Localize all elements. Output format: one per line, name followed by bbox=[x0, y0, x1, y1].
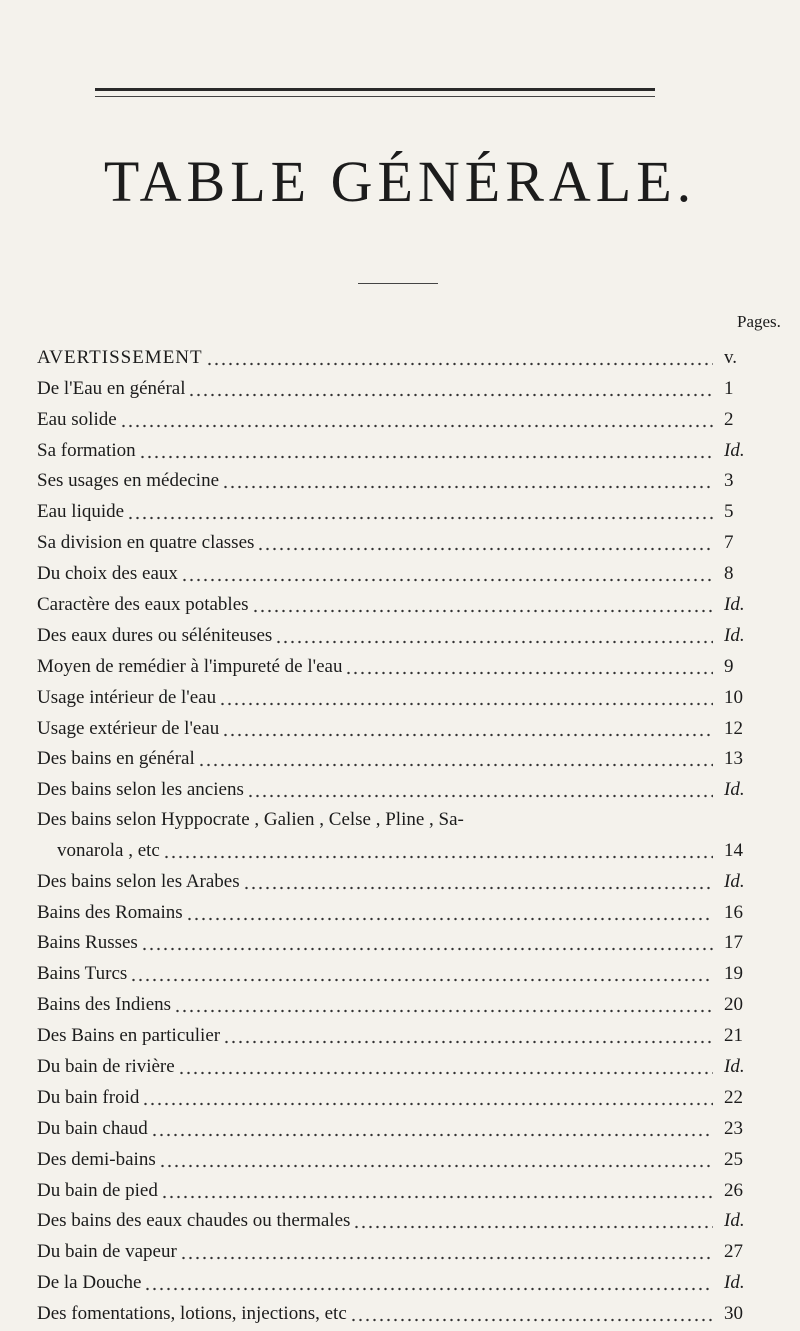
toc-entry-page: 9 bbox=[724, 655, 734, 677]
toc-entry[interactable] bbox=[37, 862, 772, 893]
dot-leader bbox=[275, 624, 713, 644]
toc-entry[interactable] bbox=[37, 954, 772, 985]
toc-entry-label: Bains Turcs bbox=[37, 963, 128, 985]
toc-entry-page: v. bbox=[724, 346, 738, 368]
toc-entry-label: Bains des Indiens bbox=[37, 994, 172, 1016]
toc-entry[interactable] bbox=[37, 1109, 772, 1140]
page-title: TABLE GÉNÉRALE. bbox=[103, 149, 697, 214]
toc-entry-label: Sa formation bbox=[37, 439, 136, 461]
toc-entry[interactable] bbox=[37, 585, 772, 616]
toc-entry[interactable] bbox=[37, 647, 772, 678]
dot-leader bbox=[161, 1179, 713, 1199]
toc-entry-page: Id. bbox=[724, 1055, 745, 1077]
top-rule-thin bbox=[95, 96, 655, 97]
toc-entry-label: Moyen de remédier à l'impureté de l'eau bbox=[37, 655, 343, 677]
toc-entry[interactable] bbox=[37, 893, 772, 924]
toc-entry-page: 23 bbox=[724, 1117, 743, 1139]
toc-entry-label: Des bains selon les anciens bbox=[37, 779, 244, 801]
dot-leader bbox=[163, 839, 713, 859]
dot-leader bbox=[206, 346, 713, 366]
toc-entry-page: Id. bbox=[724, 439, 745, 461]
toc-entry-page: Id. bbox=[724, 1272, 745, 1294]
toc-entry[interactable] bbox=[37, 985, 772, 1016]
toc-entry-label: Du bain de vapeur bbox=[37, 1241, 177, 1263]
toc-entry-label: Des fomentations, lotions, injections, etc bbox=[37, 1303, 347, 1325]
dot-leader bbox=[130, 962, 713, 982]
toc-entry[interactable] bbox=[37, 1140, 772, 1171]
toc-entry-label: Bains des Romains bbox=[37, 901, 183, 923]
toc-entry[interactable] bbox=[37, 431, 772, 462]
toc-entry[interactable] bbox=[37, 1294, 772, 1325]
toc-entry-label: Du bain de pied bbox=[37, 1179, 158, 1201]
dot-leader bbox=[257, 531, 713, 551]
toc-entry[interactable] bbox=[37, 462, 772, 493]
toc-entry-page: 1 bbox=[724, 377, 734, 399]
toc-entry[interactable] bbox=[37, 1202, 772, 1233]
dot-leader bbox=[142, 1086, 713, 1106]
toc-entry-label: vonarola , etc bbox=[57, 839, 160, 861]
toc-entry[interactable] bbox=[37, 400, 772, 431]
toc-entry-page: 30 bbox=[724, 1303, 743, 1325]
toc-entry[interactable] bbox=[37, 338, 772, 369]
toc-entry-label: Des bains selon les Arabes bbox=[37, 870, 240, 892]
toc-entry[interactable] bbox=[37, 1263, 772, 1294]
toc-entry-page: 22 bbox=[724, 1086, 743, 1108]
toc-entry[interactable] bbox=[37, 616, 772, 647]
dot-leader bbox=[223, 1024, 713, 1044]
toc-entry-label: Du bain froid bbox=[37, 1086, 140, 1108]
toc-entry-page: Id. bbox=[724, 594, 745, 616]
toc-entry-label: Du bain chaud bbox=[37, 1117, 148, 1139]
table-of-contents bbox=[37, 338, 772, 1325]
toc-entry-page: 26 bbox=[724, 1179, 743, 1201]
toc-entry-page: 17 bbox=[724, 932, 743, 954]
toc-entry-label: Ses usages en médecine bbox=[37, 470, 220, 492]
toc-entry-page: 19 bbox=[724, 963, 743, 985]
toc-entry-page: Id. bbox=[724, 1210, 745, 1232]
dot-leader bbox=[252, 593, 713, 613]
dot-leader bbox=[120, 408, 713, 428]
toc-entry-label: Usage extérieur de l'eau bbox=[37, 717, 220, 739]
dot-leader bbox=[222, 469, 713, 489]
toc-entry-label: Eau liquide bbox=[37, 501, 125, 523]
toc-entry[interactable] bbox=[37, 740, 772, 771]
toc-entry[interactable] bbox=[37, 1078, 772, 1109]
dot-leader bbox=[188, 377, 713, 397]
dot-leader bbox=[159, 1148, 713, 1168]
toc-entry-label: Des Bains en particulier bbox=[37, 1025, 221, 1047]
dot-leader bbox=[353, 1209, 713, 1229]
toc-entry-page: Id. bbox=[724, 870, 745, 892]
toc-entry-page: Id. bbox=[724, 779, 745, 801]
toc-entry-label: Des demi-bains bbox=[37, 1148, 156, 1170]
toc-entry-page: 27 bbox=[724, 1241, 743, 1263]
dot-leader bbox=[186, 901, 713, 921]
toc-entry[interactable] bbox=[37, 1171, 772, 1202]
toc-entry-label: Du choix des eaux bbox=[37, 563, 178, 585]
toc-entry-continuation[interactable] bbox=[37, 831, 772, 862]
dot-leader bbox=[127, 500, 713, 520]
toc-entry-page: 10 bbox=[724, 686, 743, 708]
toc-entry-wrapped[interactable] bbox=[37, 801, 772, 831]
dot-leader bbox=[345, 655, 713, 675]
toc-entry-page: 2 bbox=[724, 408, 734, 430]
toc-entry[interactable] bbox=[37, 523, 772, 554]
toc-entry-page: 16 bbox=[724, 901, 743, 923]
dot-leader bbox=[180, 1240, 713, 1260]
toc-entry[interactable] bbox=[37, 1016, 772, 1047]
toc-entry-label: Usage intérieur de l'eau bbox=[37, 686, 217, 708]
toc-entry-page: 3 bbox=[724, 470, 734, 492]
dot-leader bbox=[151, 1117, 713, 1137]
toc-entry-page: 14 bbox=[724, 839, 743, 861]
toc-entry-label: Des bains selon Hyppocrate , Galien , Celse , Pline , Sa- bbox=[37, 808, 464, 830]
toc-entry-label: De l'Eau en général bbox=[37, 377, 186, 399]
pages-column-header: Pages. bbox=[737, 312, 781, 331]
toc-entry[interactable] bbox=[37, 678, 772, 709]
dot-leader bbox=[222, 717, 713, 737]
dot-leader bbox=[174, 993, 713, 1013]
dot-leader bbox=[178, 1055, 713, 1075]
toc-entry-page: 25 bbox=[724, 1148, 743, 1170]
dot-leader bbox=[141, 931, 713, 951]
toc-entry-page: 13 bbox=[724, 748, 743, 770]
toc-entry-label: Des bains en général bbox=[37, 748, 195, 770]
toc-entry-page: 21 bbox=[724, 1025, 743, 1047]
dot-leader bbox=[144, 1271, 713, 1291]
toc-entry-label: Des bains des eaux chaudes ou thermales bbox=[37, 1210, 351, 1232]
dot-leader bbox=[243, 870, 713, 890]
toc-entry-page: 5 bbox=[724, 501, 734, 523]
toc-entry-page: 20 bbox=[724, 994, 743, 1016]
title-underline-rule bbox=[358, 283, 438, 284]
toc-entry-page: 7 bbox=[724, 532, 734, 554]
toc-entry-page: 8 bbox=[724, 563, 734, 585]
toc-entry-label: Du bain de rivière bbox=[37, 1055, 175, 1077]
toc-entry-label: AVERTISSEMENT bbox=[37, 346, 203, 368]
toc-entry[interactable] bbox=[37, 924, 772, 955]
toc-entry-label: Des eaux dures ou séléniteuses bbox=[37, 624, 273, 646]
toc-entry[interactable] bbox=[37, 1232, 772, 1263]
dot-leader bbox=[219, 686, 713, 706]
toc-entry-page: 12 bbox=[724, 717, 743, 739]
toc-entry-label: Caractère des eaux potables bbox=[37, 594, 249, 616]
toc-entry-label: Bains Russes bbox=[37, 932, 138, 954]
dot-leader bbox=[247, 778, 713, 798]
toc-entry[interactable] bbox=[37, 554, 772, 585]
dot-leader bbox=[350, 1302, 713, 1322]
toc-entry[interactable] bbox=[37, 1047, 772, 1078]
toc-entry-page: Id. bbox=[724, 624, 745, 646]
top-rule-thick bbox=[95, 88, 655, 91]
toc-entry[interactable] bbox=[37, 770, 772, 801]
dot-leader bbox=[198, 747, 713, 767]
dot-leader bbox=[181, 562, 713, 582]
toc-entry[interactable] bbox=[37, 709, 772, 740]
toc-entry[interactable] bbox=[37, 369, 772, 400]
dot-leader bbox=[139, 439, 713, 459]
toc-entry-label: Eau solide bbox=[37, 408, 117, 430]
toc-entry-label: Sa division en quatre classes bbox=[37, 532, 255, 554]
toc-entry[interactable] bbox=[37, 492, 772, 523]
toc-entry-label: De la Douche bbox=[37, 1272, 142, 1294]
